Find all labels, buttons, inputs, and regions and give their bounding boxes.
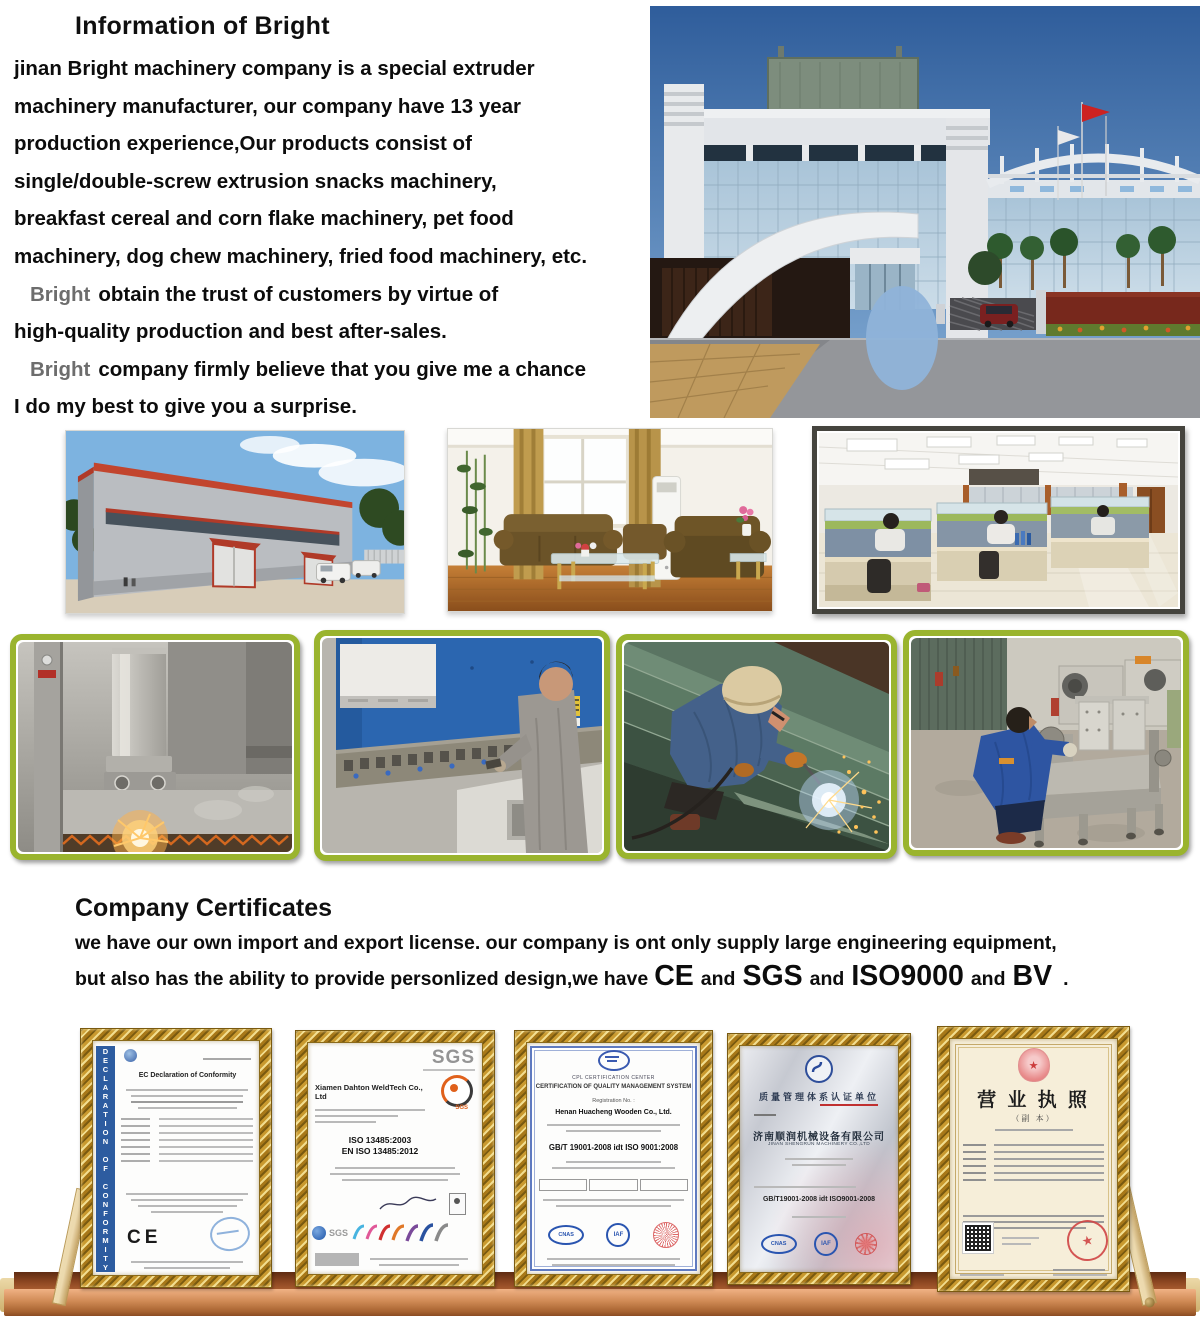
- iaf-logo: IAF: [606, 1223, 630, 1247]
- certified-company-en: JINAN SHENGRUN MACHINERY CO.,LTD: [767, 1142, 871, 1147]
- body-text-lines: [770, 1212, 868, 1218]
- certificate-frame-business-license: [937, 1026, 1130, 1292]
- certificate-frame-iso9001: [727, 1033, 911, 1285]
- cubicle-row-front: [825, 509, 931, 601]
- certified-company: Xiamen Dahton WeldTech Co., Ltd: [315, 1083, 423, 1101]
- cert-name-sgs: SGS: [742, 960, 803, 992]
- certificate-qms: [527, 1043, 700, 1274]
- certificate-heading: EC Declaration of Conformity: [138, 1072, 237, 1079]
- body-text-lines: [758, 1154, 880, 1166]
- signature: [378, 1195, 438, 1218]
- certificate-heading-cn: 质量管理体系认证单位: [758, 1092, 879, 1102]
- qr-code: [963, 1223, 993, 1253]
- body-text-lines: [315, 1105, 425, 1123]
- photo-press-brake: [314, 630, 610, 861]
- footer-text-lines: [541, 1254, 686, 1266]
- accreditation-logos: [537, 1222, 690, 1248]
- intro-line: machinery, dog chew machinery, fried food machinery, etc.: [14, 244, 588, 268]
- photo-machine-assembly: [903, 630, 1189, 856]
- license-title: 营 业 执 照: [977, 1090, 1090, 1111]
- machine-column: [34, 642, 63, 852]
- sgs-logo-row: [312, 1222, 478, 1244]
- certified-company-cn: 济南顺润机械设备有限公司: [753, 1132, 885, 1143]
- body-text-lines: [324, 1163, 466, 1181]
- certificate-number-line: [203, 1058, 251, 1060]
- cubicle-row-middle: [937, 503, 1047, 581]
- national-emblem-icon: ★: [1018, 1048, 1050, 1082]
- lab-logo-icon: [124, 1049, 137, 1062]
- red-seal-icon: ★: [1063, 1216, 1112, 1265]
- certificate-frame-ec-declaration: [80, 1028, 272, 1288]
- intro-line: machinery manufacturer, our company have 13 year: [14, 94, 522, 118]
- certificate-frame-qms: [514, 1030, 713, 1287]
- intro-line: production experience,Our products consist of: [14, 132, 472, 156]
- body-text-lines: [541, 1157, 686, 1169]
- photo-company-building: [650, 6, 1200, 418]
- sgs-badge-icon: [441, 1075, 473, 1107]
- window: [539, 435, 630, 528]
- body-text-lines: [121, 1189, 253, 1213]
- certificates-text-line1: we have our own import and export license. our company is ont only supply large engineering equipment,: [75, 932, 1057, 954]
- cert-name-bv: BV: [1012, 960, 1053, 992]
- license-field-rows: [963, 1139, 1104, 1181]
- certificate-heading: CERTIFICATION OF QUALITY MANAGEMENT SYSTEM: [535, 1084, 692, 1090]
- license-subtitle: （副 本）: [1011, 1114, 1056, 1123]
- sgs-badge-label: SGS: [455, 1105, 468, 1111]
- cutting-bed: [63, 834, 292, 852]
- certification-logo-icon: [598, 1050, 630, 1071]
- standard-code: GB/T19001-2008 idt ISO9001-2008: [762, 1196, 876, 1203]
- field-rows: [121, 1113, 253, 1162]
- intro-line: [14, 351, 656, 389]
- cnas-logo: CNAS: [761, 1234, 797, 1254]
- company-introduction: [14, 50, 656, 426]
- certificate-sgs: [308, 1043, 482, 1274]
- certificates-text: but also has the ability to provide personlized design,we have: [75, 968, 649, 990]
- accreditation-badge-icon: [449, 1193, 466, 1215]
- standard-code: GB/T 19001-2008 idt ISO 9001:2008: [548, 1143, 679, 1152]
- cnas-logo: CNAS: [548, 1225, 584, 1245]
- certificate-frame-sgs: [295, 1030, 495, 1287]
- blue-stamp-icon: [208, 1214, 252, 1253]
- certificate-ec-declaration: [93, 1041, 259, 1275]
- intro-line-text: company firmly believe that you give me a chance: [98, 357, 586, 381]
- certificates-text-line2: but also has the ability to provide personlized design,we have CE and SGS and ISO9000 and BV .: [75, 960, 1069, 992]
- iaf-logo: IAF: [814, 1232, 838, 1256]
- s-logo-icon: [805, 1055, 833, 1083]
- photo-welding: [616, 634, 897, 859]
- intro-line: I do my best to give you a surprise.: [14, 395, 357, 419]
- body-text-lines: [121, 1085, 253, 1109]
- scope-line: [754, 1182, 865, 1188]
- photo-office-cubicles: [812, 426, 1185, 614]
- certificates-section-title: Company Certificates: [75, 894, 333, 922]
- declaration-banner: DECLARATION OF CONFORMITY: [96, 1046, 115, 1272]
- photo-reception-room: [447, 428, 773, 612]
- wooden-shelf-front: [4, 1289, 1196, 1316]
- red-wall: [1042, 292, 1200, 328]
- registrar-lines: [1002, 1233, 1046, 1245]
- brand-word: Bright: [30, 357, 91, 381]
- body-text-lines: [537, 1195, 690, 1207]
- brand-word: Bright: [30, 282, 91, 306]
- intro-line: single/double-screw extrusion snacks machinery,: [14, 169, 497, 193]
- photo-laser-cutting: [10, 634, 300, 860]
- certification-center: CPL CERTIFICATION CENTER: [572, 1075, 655, 1081]
- certificate-iso9001: [740, 1046, 898, 1272]
- cert-name-ce: CE: [654, 960, 694, 992]
- cubicle-row-back: [1051, 497, 1149, 568]
- info-section-title: Information of Bright: [75, 12, 330, 40]
- sgs-logo: SGS: [431, 1047, 475, 1068]
- body-text-lines: [541, 1120, 686, 1132]
- intro-line: [14, 276, 656, 314]
- red-stamp-icon: [653, 1222, 679, 1248]
- photo-factory-exterior: [65, 430, 405, 614]
- address-block: [315, 1253, 359, 1266]
- intro-line: breakfast cereal and corn flake machinery, pet food: [14, 207, 514, 231]
- registration-no: Registration No. :: [592, 1098, 635, 1104]
- certificate-business-license: [950, 1039, 1117, 1279]
- sgs-small-logo: SGS: [329, 1228, 349, 1238]
- intro-line: jinan Bright machinery company is a special extruder: [14, 57, 535, 80]
- red-stamp-icon: [855, 1233, 877, 1255]
- footer-text-lines: [121, 1257, 253, 1269]
- cert-name-iso9000: ISO9000: [851, 960, 964, 992]
- intro-line-text: obtain the trust of customers by virtue of: [98, 282, 499, 306]
- certified-company: Henan Huacheng Wooden Co., Ltd.: [555, 1109, 672, 1116]
- ce-mark: CE: [127, 1227, 162, 1248]
- standard-codes: ISO 13485:2003 EN ISO 13485:2012: [341, 1135, 419, 1156]
- smudge: [866, 286, 938, 390]
- validity-table: [539, 1179, 688, 1191]
- accreditation-logos: [752, 1232, 886, 1256]
- globe-icon: [312, 1226, 326, 1240]
- colored-swoosh-logos: [350, 1223, 450, 1243]
- intro-line: high-quality production and best after-sales.: [14, 320, 447, 344]
- footer-text-lines: [366, 1254, 472, 1266]
